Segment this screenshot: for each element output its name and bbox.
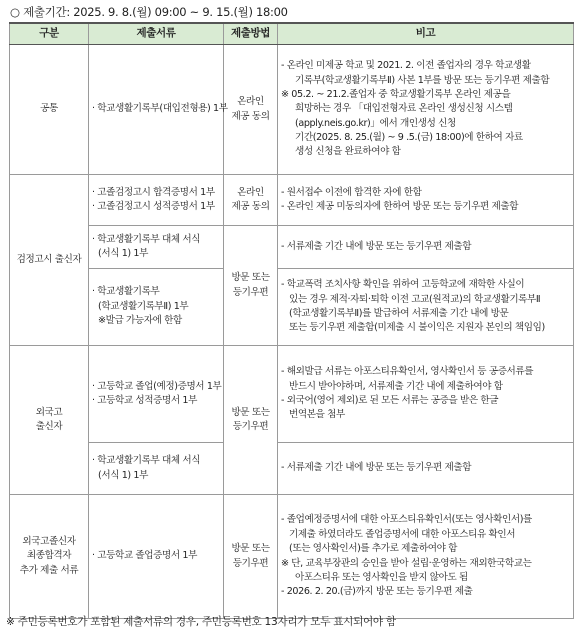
- docs-foreign-1: · 고등학교 졸업(예정)증명서 1부 · 고등학교 성적증명서 1부: [89, 346, 224, 443]
- method-ged-2: 방문 또는 등기우편: [224, 226, 278, 346]
- table-header-row: [10, 23, 574, 45]
- category-final: 외국고졸신자 최종합격자 추가 제출 서류: [10, 495, 89, 619]
- header-category: 구분: [10, 23, 89, 45]
- table-row-ged-2: [10, 226, 574, 269]
- method-final: 방문 또는 등기우편: [224, 495, 278, 619]
- category-common: 공통: [10, 45, 89, 175]
- submission-table: [9, 22, 574, 619]
- remarks-ged-3: - 학교폭력 조치사항 확인을 위하여 고등학교에 재학한 사실이 있는 경우 제적·자퇴·퇴학 이전 고교(원적교)의 학교생활기록부Ⅱ (학교생활기록부Ⅱ)를 발급하여 서류제출 기간 내에 방문 또는 등기우편 제출함(미제출 시 불이익은 지원자 본인의 책임임): [278, 269, 574, 346]
- table-row-foreign-2: [10, 443, 574, 495]
- remarks-foreign-1: - 해외발급 서류는 아포스티유확인서, 영사확인서 등 공증서류를 반드시 받아야하며, 서류제출 기간 내에 제출하여야 함 - 외국어(영어 제외)로 된 모든 서류는 공증을 받은 한글 번역본을 첨부: [278, 346, 574, 443]
- method-common: 온라인 제공 동의: [224, 45, 278, 175]
- header-remarks: 비고: [278, 23, 574, 45]
- table-row-ged-3: [10, 269, 574, 346]
- table-row-foreign-1: [10, 346, 574, 443]
- remarks-foreign-2: - 서류제출 기간 내에 방문 또는 등기우편 제출함: [278, 443, 574, 495]
- docs-common: · 학교생활기록부(대입전형용) 1부: [89, 45, 224, 175]
- docs-foreign-2: · 학교생활기록부 대체 서식 (서식 1) 1부: [89, 443, 224, 495]
- docs-final: · 고등학교 졸업증명서 1부: [89, 495, 224, 619]
- footnote: ※ 주민등록번호가 포함된 제출서류의 경우, 주민등록번호 13자리가 모두 표시되어야 함: [6, 616, 396, 628]
- category-foreign: 외국고 출신자: [10, 346, 89, 495]
- header-documents: 제출서류: [89, 23, 224, 45]
- docs-ged-2: · 학교생활기록부 대체 서식 (서식 1) 1부: [89, 226, 224, 269]
- remarks-ged-1: - 원서접수 이전에 합격한 자에 한함 - 온라인 제공 미동의자에 한하여 방문 또는 등기우편 제출함: [278, 175, 574, 226]
- remarks-ged-2: - 서류제출 기간 내에 방문 또는 등기우편 제출함: [278, 226, 574, 269]
- method-ged-1: 온라인 제공 동의: [224, 175, 278, 226]
- remarks-final: - 졸업예정증명서에 대한 아포스티유확인서(또는 영사확인서)를 기제출 하였더라도 졸업증명서에 대한 아포스티유 확인서 (또는 영사확인서)를 추가로 제출하여야 함 ※ 단, 교육부장관의 승인을 받아 설립·운영하는 재외한국학교는 아포스티유 또는 영사확인을 받지 않아도 됨 - 2026. 2. 20.(금)까지 방문 또는 등기우편 제출: [278, 495, 574, 619]
- submission-period: ○ 제출기간: 2025. 9. 8.(월) 09:00 ~ 9. 15.(월) 18:00: [10, 5, 288, 19]
- table-row-final: [10, 495, 574, 619]
- header-method: 제출방법: [224, 23, 278, 45]
- docs-ged-3: · 학교생활기록부 (학교생활기록부Ⅱ) 1부 ※발급 가능자에 한함: [89, 269, 224, 346]
- remarks-common: - 온라인 미제공 학교 및 2021. 2. 이전 졸업자의 경우 학교생활 기록부(학교생활기록부Ⅱ) 사본 1부를 방문 또는 등기우편 제출함 ※ 05.2. ~ 21.2.졸업자 중 학교생활기록부 온라인 제공을 희망하는 경우 「대입전형자료 온라인 생성신청 시스템 (apply.neis.go.kr)」에서 개인생성 신청 기간(2025. 8. 25.(월) ~ 9 .5.(금) 18:00)에 한하여 자료 생성 신청을 완료하여야 함: [278, 45, 574, 175]
- table-row-common: [10, 45, 574, 175]
- table-row-ged-1: [10, 175, 574, 226]
- docs-ged-1: · 고졸검정고시 합격증명서 1부 · 고졸검정고시 성적증명서 1부: [89, 175, 224, 226]
- category-ged: 검정고시 출신자: [10, 175, 89, 346]
- method-foreign: 방문 또는 등기우편: [224, 346, 278, 495]
